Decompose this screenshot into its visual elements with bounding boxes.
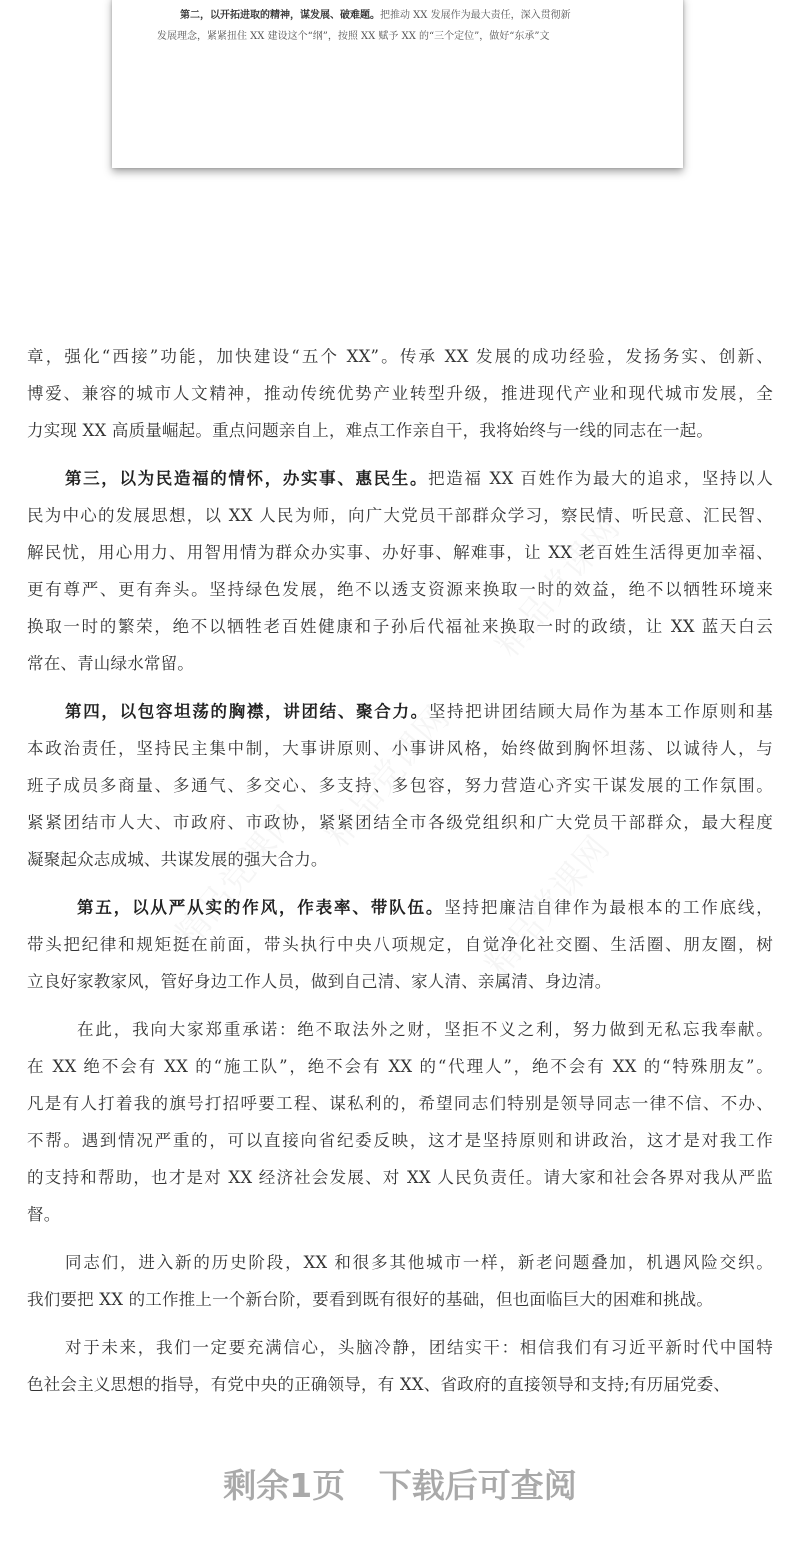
preview-page-card [112, 0, 683, 168]
paragraph-line [27, 926, 773, 963]
line-text: 班子成员多商量、多通气、多交心、多支持、多包容，努力营造心齐实干谋发展的工作氛围。 [27, 776, 773, 795]
line-text: 督。 [27, 1205, 61, 1224]
line-text: 换取一时的繁荣，绝不以牺牲老百姓健康和子孙后代福祉来换取一时的政绩，让 XX 蓝天白云 [27, 617, 773, 636]
paragraph-line [27, 571, 773, 608]
paragraph [27, 1244, 773, 1318]
paragraph-line [27, 841, 773, 878]
paragraph-line [27, 338, 773, 375]
paragraph-line [27, 1281, 773, 1318]
paragraph-line [27, 1159, 773, 1196]
line-text: 紧紧团结市人大、市政府、市政协，紧紧团结全市各级党组织和广大党员干部群众，最大程度 [27, 813, 773, 832]
download-to-view-prompt[interactable]: 剩余1页 下载后可查阅 [223, 1466, 577, 1505]
paragraph-line [27, 767, 773, 804]
paragraph-line [27, 460, 773, 497]
paragraph-line [27, 1366, 773, 1403]
paragraph-line [27, 963, 773, 1000]
line-text: 力实现 XX 高质量崛起。重点问题亲自上，难点工作亲自干，我将始终与一线的同志在一起。 [27, 421, 714, 440]
line-text: 在 XX 绝不会有 XX 的“施工队”，绝不会有 XX 的“代理人”，绝不会有 XX 的“特殊朋友”。 [27, 1057, 773, 1076]
paragraph-line [27, 1196, 773, 1233]
card-line-lead: 第二，以开拓进取的精神，谋发展、破难题。 [180, 10, 380, 21]
paragraph-line [27, 1244, 773, 1281]
paragraph-line [27, 608, 773, 645]
line-text: 常在、青山绿水常留。 [27, 654, 194, 673]
line-text: 民为中心的发展思想，以 XX 人民为师，向广大党员干部群众学习，察民情、听民意、汇民智、 [27, 506, 773, 525]
paragraph-lead-heading: 第四，以包容坦荡的胸襟，讲团结、聚合力。 [65, 702, 429, 721]
line-text: 博爱、兼容的城市人文精神，推动传统优势产业转型升级，推进现代产业和现代城市发展，全 [27, 384, 773, 403]
line-text: 的支持和帮助，也才是对 XX 经济社会发展、对 XX 人民负责任。请大家和社会各界对我从严监 [27, 1168, 773, 1187]
paragraph-line [27, 1122, 773, 1159]
paragraph-line [27, 889, 773, 926]
line-text: 章，强化“西接”功能，加快建设“五个 XX”。传承 XX 发展的成功经验，发扬务实、创新、 [27, 347, 773, 366]
paragraph-line [27, 534, 773, 571]
line-text: 立良好家教家风，管好身边工作人员，做到自己清、家人清、亲属清、身边清。 [27, 972, 612, 991]
paragraph-line [27, 497, 773, 534]
paragraph [27, 889, 773, 1000]
card-line-1 [180, 6, 571, 21]
line-text: 在此，我向大家郑重承诺：绝不取法外之财，坚拒不义之利，努力做到无私忘我奉献。 [77, 1020, 773, 1039]
line-text: 我们要把 XX 的工作推上一个新台阶，要看到既有很好的基础，但也面临巨大的困难和挑战。 [27, 1290, 714, 1309]
paragraph [27, 460, 773, 682]
paragraph-line [27, 730, 773, 767]
paragraph-line [27, 412, 773, 449]
document-body [27, 338, 773, 1414]
paragraph-line [27, 693, 773, 730]
line-text: 凡是有人打着我的旗号打招呼要工程、谋私利的，希望同志们特别是领导同志一律不信、不办、 [27, 1094, 773, 1113]
paragraph-lead-heading: 第三，以为民造福的情怀，办实事、惠民生。 [65, 469, 429, 488]
line-text: 同志们，进入新的历史阶段，XX 和很多其他城市一样，新老问题叠加，机遇风险交织。 [65, 1253, 773, 1272]
paragraph-line [27, 375, 773, 412]
paragraph-line [27, 804, 773, 841]
paragraph-line [27, 1011, 773, 1048]
paragraph-line [27, 1085, 773, 1122]
line-text: 解民忧，用心用力、用智用情为群众办实事、办好事、解难事，让 XX 老百姓生活得更加幸福、 [27, 543, 773, 562]
card-line-2: 发展理念，紧紧扭住 XX 建设这个“纲”，按照 XX 赋予 XX 的“三个定位”，做好“东承”文 [157, 31, 550, 42]
card-line-text: 把推动 XX 发展作为最大责任，深入贯彻新 [380, 10, 571, 21]
paragraph [27, 338, 773, 449]
line-text: 本政治责任，坚持民主集中制，大事讲原则、小事讲风格，始终做到胸怀坦荡、以诚待人，与 [27, 739, 773, 758]
line-text: 坚持把廉洁自律作为最根本的工作底线， [444, 898, 773, 917]
paragraph [27, 693, 773, 878]
line-text: 更有尊严、更有奔头。坚持绿色发展，绝不以透支资源来换取一时的效益，绝不以牺牲环境来 [27, 580, 773, 599]
line-text: 带头把纪律和规矩挺在前面，带头执行中央八项规定，自觉净化社交圈、生活圈、朋友圈，树 [27, 935, 773, 954]
line-text: 不帮。遇到情况严重的，可以直接向省纪委反映，这才是坚持原则和讲政治，这才是对我工作 [27, 1131, 773, 1150]
paragraph [27, 1011, 773, 1233]
line-text: 色社会主义思想的指导，有党中央的正确领导，有 XX、省政府的直接领导和支持;有历届党委、 [27, 1375, 731, 1394]
line-text: 坚持把讲团结顾大局作为基本工作原则和基 [428, 702, 773, 721]
line-text: 对于未来，我们一定要充满信心，头脑冷静，团结实干：相信我们有习近平新时代中国特 [65, 1338, 773, 1357]
paragraph-line [27, 1048, 773, 1085]
line-text: 把造福 XX 百姓作为最大的追求，坚持以人 [428, 469, 773, 488]
paragraph-lead-heading: 第五，以从严从实的作风，作表率、带队伍。 [77, 898, 445, 917]
line-text: 凝聚起众志成城、共谋发展的强大合力。 [27, 850, 328, 869]
paragraph-line [27, 1329, 773, 1366]
paragraph-line [27, 645, 773, 682]
paragraph [27, 1329, 773, 1403]
